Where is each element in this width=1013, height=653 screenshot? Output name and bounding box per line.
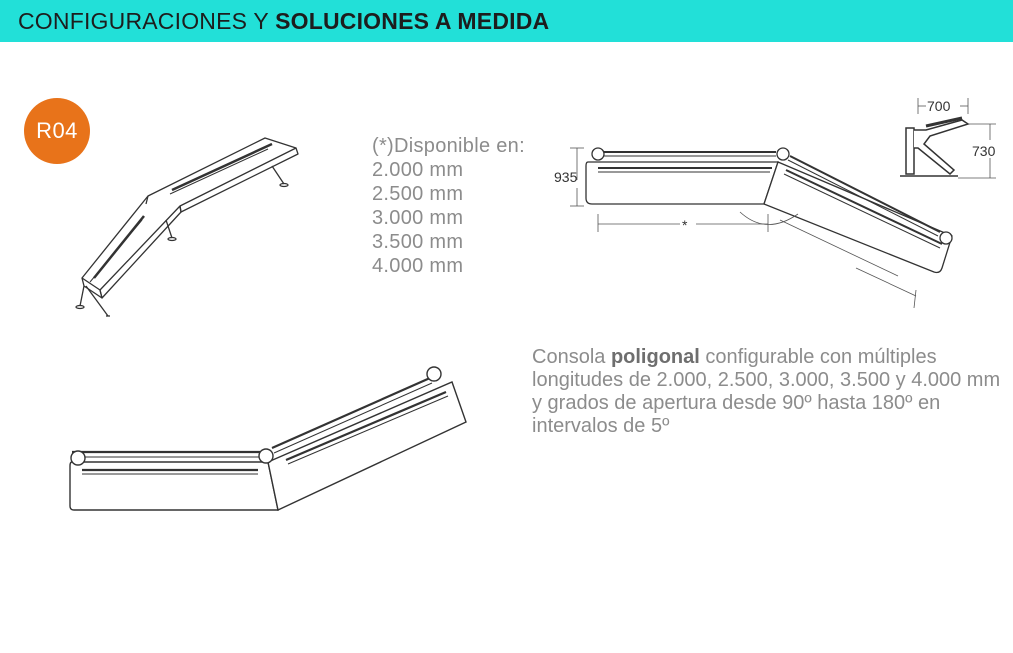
- title-bold-text: SOLUCIONES A MEDIDA: [275, 8, 550, 34]
- title-regular-text: CONFIGURACIONES Y: [18, 8, 276, 34]
- section-height-label: 730: [972, 143, 996, 159]
- availability-heading: (*)Disponible en:: [372, 135, 525, 157]
- description-text-rest: configurable con múltiples longitudes de 2.000, 2.500, 3.000, 3.500 y 4.000 mm y grados de apertura desde 90º hasta 180º en intervalos de 5º: [532, 346, 1001, 437]
- perspective-console-drawing: [60, 130, 310, 330]
- page-title: [18, 8, 549, 35]
- size-option: 3.500 mm: [372, 231, 464, 253]
- availability-list: [372, 134, 525, 278]
- section-width-label: 700: [927, 98, 951, 114]
- plan-length-marker: *: [682, 217, 688, 233]
- description-highlight: poligonal: [610, 346, 700, 368]
- model-badge-label: R04: [36, 118, 78, 143]
- elevation-console-drawing: [60, 360, 480, 520]
- size-option: 4.000 mm: [372, 255, 464, 277]
- plan-height-label: 935: [554, 169, 578, 185]
- product-description: [532, 346, 1002, 438]
- size-option: 3.000 mm: [372, 207, 464, 229]
- description-text: Consola: [532, 346, 611, 368]
- section-profile-drawing: [896, 96, 1006, 186]
- header-bar: [0, 0, 1013, 42]
- size-option: 2.000 mm: [372, 159, 464, 181]
- size-option: 2.500 mm: [372, 183, 464, 205]
